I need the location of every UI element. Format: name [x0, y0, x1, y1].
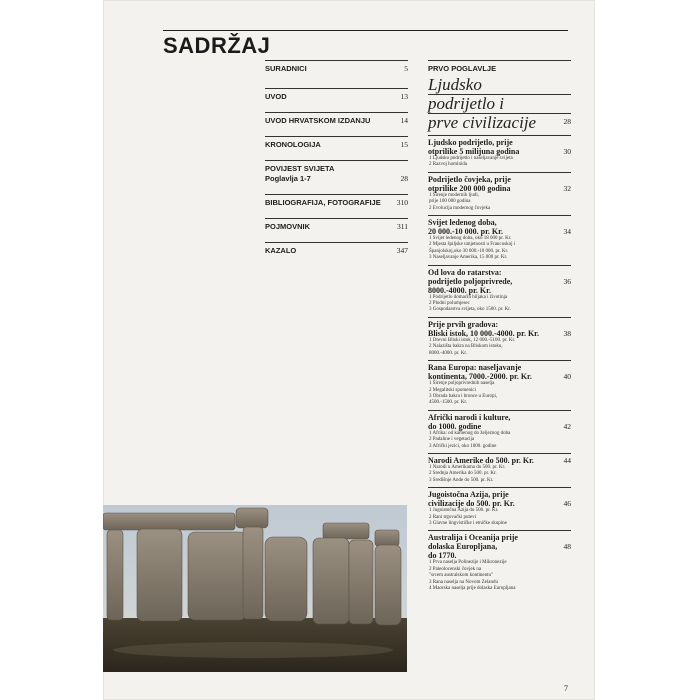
section-item: 1 Širenje modernih ljudi,	[429, 192, 479, 198]
toc-entry-label: SURADNICI	[265, 64, 307, 73]
section-item: Španjolskoj,oko 30 000.-10 000. pr. Kr.	[429, 248, 509, 254]
chapter-title-line: dolaska Europljana,	[428, 542, 498, 552]
section-item: 3 Glavne lingvističke i etničke skupine	[429, 520, 507, 526]
chapter-list	[428, 135, 571, 592]
section-item: 2 Evolucija modernog čovjeka	[429, 205, 491, 211]
part-title-line: podrijetlo i	[428, 95, 571, 114]
chapter-entry[interactable]	[428, 172, 571, 212]
section-item: 2 Nalazišta bakra na Bliskom istoku,	[429, 344, 503, 350]
section-item: 1 Širenje poljoprivrednih naselja	[429, 381, 495, 387]
chapter-title-line: do 1770.	[428, 551, 457, 561]
chapter-title	[428, 218, 571, 236]
toc-entry-bibliografija[interactable]	[265, 194, 408, 208]
toc-entry-suradnici[interactable]	[265, 60, 408, 74]
chapter-title	[428, 320, 571, 338]
chapter-entry[interactable]	[428, 317, 571, 357]
chapter-entry[interactable]	[428, 360, 571, 407]
section-item: 4500.-1500. pr. Kr.	[429, 400, 468, 406]
chapter-title-line: Ljudsko podrijetlo, prije	[428, 138, 513, 147]
toc-entry-label: BIBLIOGRAFIJA, FOTOGRAFIJE	[265, 198, 381, 207]
section-item: 1 Prva naselja Polinezije i Mikronezije	[429, 560, 507, 566]
toc-entry-page: 310	[396, 198, 408, 207]
chapter-page: 46	[563, 499, 571, 509]
chapter-title	[428, 413, 571, 431]
toc-entry-page: 28	[400, 174, 408, 183]
chapter-title	[428, 175, 571, 193]
toc-entry-label: UVOD	[265, 92, 287, 101]
toc-entry-label: POVIJEST SVIJETA	[265, 164, 335, 173]
section-item: prije 100 000 godina	[429, 199, 471, 205]
chapter-title-line: Bliski istok, 10 000.-4000. pr. Kr.	[428, 328, 539, 338]
page-title: SADRŽAJ	[163, 30, 568, 59]
section-item: 3 Afrički jezici, oko 1000. godine	[429, 443, 497, 449]
section-item: 2 Rani trgovački putevi	[429, 514, 476, 520]
toc-entry-label: UVOD HRVATSKOM IZDANJU	[265, 116, 371, 125]
section-item: 2 Mjesta špiljske umjetnosti u Francuskoj i	[429, 242, 516, 248]
chapter-entry[interactable]	[428, 215, 571, 262]
part-label: PRVO POGLAVLJE	[428, 60, 571, 73]
toc-entry-uvod-hrvatskom[interactable]	[265, 112, 408, 126]
chapter-page: 38	[563, 328, 571, 338]
section-item: 1 Narodi u Amerikama do 500. pr. Kr.	[429, 464, 506, 470]
chapter-page: 44	[563, 455, 571, 465]
section-item: 3 Rana naselja na Novom Zelandu	[429, 579, 499, 585]
chapter-title-line: civilizacije do 500. pr. Kr.	[428, 499, 515, 509]
section-item: 1 Ljudsko podrijetlo i naseljavanje svijeta	[429, 156, 513, 161]
toc-entry-page: 14	[400, 116, 408, 125]
toc-entry-page: 311	[397, 222, 408, 231]
chapter-entry[interactable]	[428, 410, 571, 450]
chapter-page: 40	[563, 372, 571, 382]
chapter-title-line: Jugoistočna Azija, prije	[428, 490, 509, 500]
toc-entry-page: 13	[400, 92, 408, 101]
chapter-entry[interactable]	[428, 487, 571, 527]
chapter-title-line: otprilike 200 000 godina	[428, 183, 511, 193]
chapter-title	[428, 138, 571, 156]
section-item: "srcem australskom kontinentu"	[429, 573, 494, 579]
section-item: 8000.-4000. pr. Kr.	[429, 350, 468, 356]
chapter-page: 30	[563, 147, 571, 156]
toc-entry-label: KRONOLOGIJA	[265, 140, 321, 149]
chapter-title	[428, 533, 571, 560]
toc-entry-label: POJMOVNIK	[265, 222, 311, 231]
section-item: 1 Jugoistočna Azija do 500. pr. Kr.	[429, 508, 499, 514]
chapter-title-line: Svijet ledenog doba,	[428, 218, 497, 228]
chapter-page: 32	[563, 183, 571, 193]
chapter-title-line: 20 000.-10 000. pr. Kr.	[428, 227, 503, 237]
section-item: 2 Padaline i vegetacija	[429, 437, 475, 443]
chapter-entry[interactable]	[428, 453, 571, 484]
chapter-title-line: Prije prvih gradova:	[428, 319, 499, 329]
chapter-title-line: Podrijetlo čovjeka, prije	[428, 174, 511, 184]
toc-entry-kronologija[interactable]	[265, 136, 408, 150]
chapter-page: 48	[563, 542, 571, 552]
section-item: 3 Gospodarstva svijeta, oko 1500. pr. Kr.	[429, 307, 511, 313]
chapter-title-line: Rana Europa: naseljavanje	[428, 363, 522, 373]
section-item: 1 Drevni Bliski istok, 12 000.-5100. pr. Kr.	[429, 337, 516, 343]
chapter-title-line: do 1000. godine	[428, 421, 482, 431]
chapter-page: 34	[563, 227, 571, 237]
section-item: 4 Maorska naselja prije dolaska Europljana	[429, 586, 516, 591]
toc-entry-kazalo[interactable]	[265, 242, 408, 256]
part-title[interactable]	[428, 76, 571, 132]
chapter-title-line: 8000.-4000. pr. Kr.	[428, 285, 491, 295]
section-item: 2 Megalitski spomenici	[429, 387, 476, 393]
toc-entry-povijest[interactable]	[265, 160, 408, 184]
chapter-page: 42	[563, 421, 571, 431]
page-number: 7	[564, 684, 568, 693]
chapter-title-line: otprilike 5 milijuna godina	[428, 147, 520, 156]
chapter-title-line: Od lova do ratarstva:	[428, 267, 502, 277]
chapter-title	[428, 456, 571, 465]
chapter-entry[interactable]	[428, 265, 571, 314]
chapter-entry[interactable]	[428, 530, 571, 592]
chapter-title-line: kontinenta, 7000.-2000. pr. Kr.	[428, 372, 532, 382]
section-item: 1 Svijet ledenog doba, oko 18 000 pr. Kr.	[429, 236, 512, 242]
chapter-toc	[428, 60, 571, 592]
stonehenge-photo	[103, 505, 407, 672]
section-item: 1 Podrijetlo domaćih biljaka i životinja	[429, 294, 508, 300]
chapter-title-line: Narodi Amerike do 500. pr. Kr.	[428, 455, 534, 465]
chapter-page: 36	[563, 276, 571, 286]
chapter-title	[428, 363, 571, 381]
chapter-title-line: Australija i Oceanija prije	[428, 533, 518, 543]
part-title-line: Ljudsko	[428, 76, 571, 95]
section-item: 2 Razvoj hominida	[429, 162, 468, 168]
toc-entry-pojmovnik[interactable]	[265, 218, 408, 232]
chapter-entry[interactable]	[428, 135, 571, 169]
chapter-title-line: Afrički narodi i kulture,	[428, 412, 511, 422]
toc-entry-page: 5	[404, 64, 408, 73]
part-title-line: prve civilizacije	[428, 113, 537, 132]
section-item: 2 Plodni polumjesec	[429, 301, 470, 307]
chapter-title	[428, 268, 571, 295]
section-item: 3 Naseljavanje Amerika, 15 000 pr. Kr.	[429, 255, 508, 261]
main-toc	[265, 60, 408, 256]
toc-entry-uvod[interactable]	[265, 88, 408, 102]
section-item: 2 Srednja Amerika do 500. pr. Kr.	[429, 471, 497, 477]
section-item: 3 Obrada bakra i bronce u Europi,	[429, 393, 498, 399]
part-page: 28	[563, 117, 571, 126]
toc-entry-page: 15	[400, 140, 408, 149]
section-item: 2 Paleolocenski čovjek na	[429, 566, 482, 572]
chapter-title-line: podrijetlo poljoprivrede,	[428, 276, 513, 286]
section-item: 1 Afrika: od kamenog do željeznog doba	[429, 430, 511, 436]
chapter-title	[428, 490, 571, 508]
toc-entry-label: KAZALO	[265, 246, 297, 255]
toc-entry-page: 347	[396, 246, 408, 255]
toc-entry-sublabel: Poglavlja 1-7	[265, 174, 311, 183]
section-item: 3 Središnje Ande do 500. pr. Kr.	[429, 477, 494, 483]
